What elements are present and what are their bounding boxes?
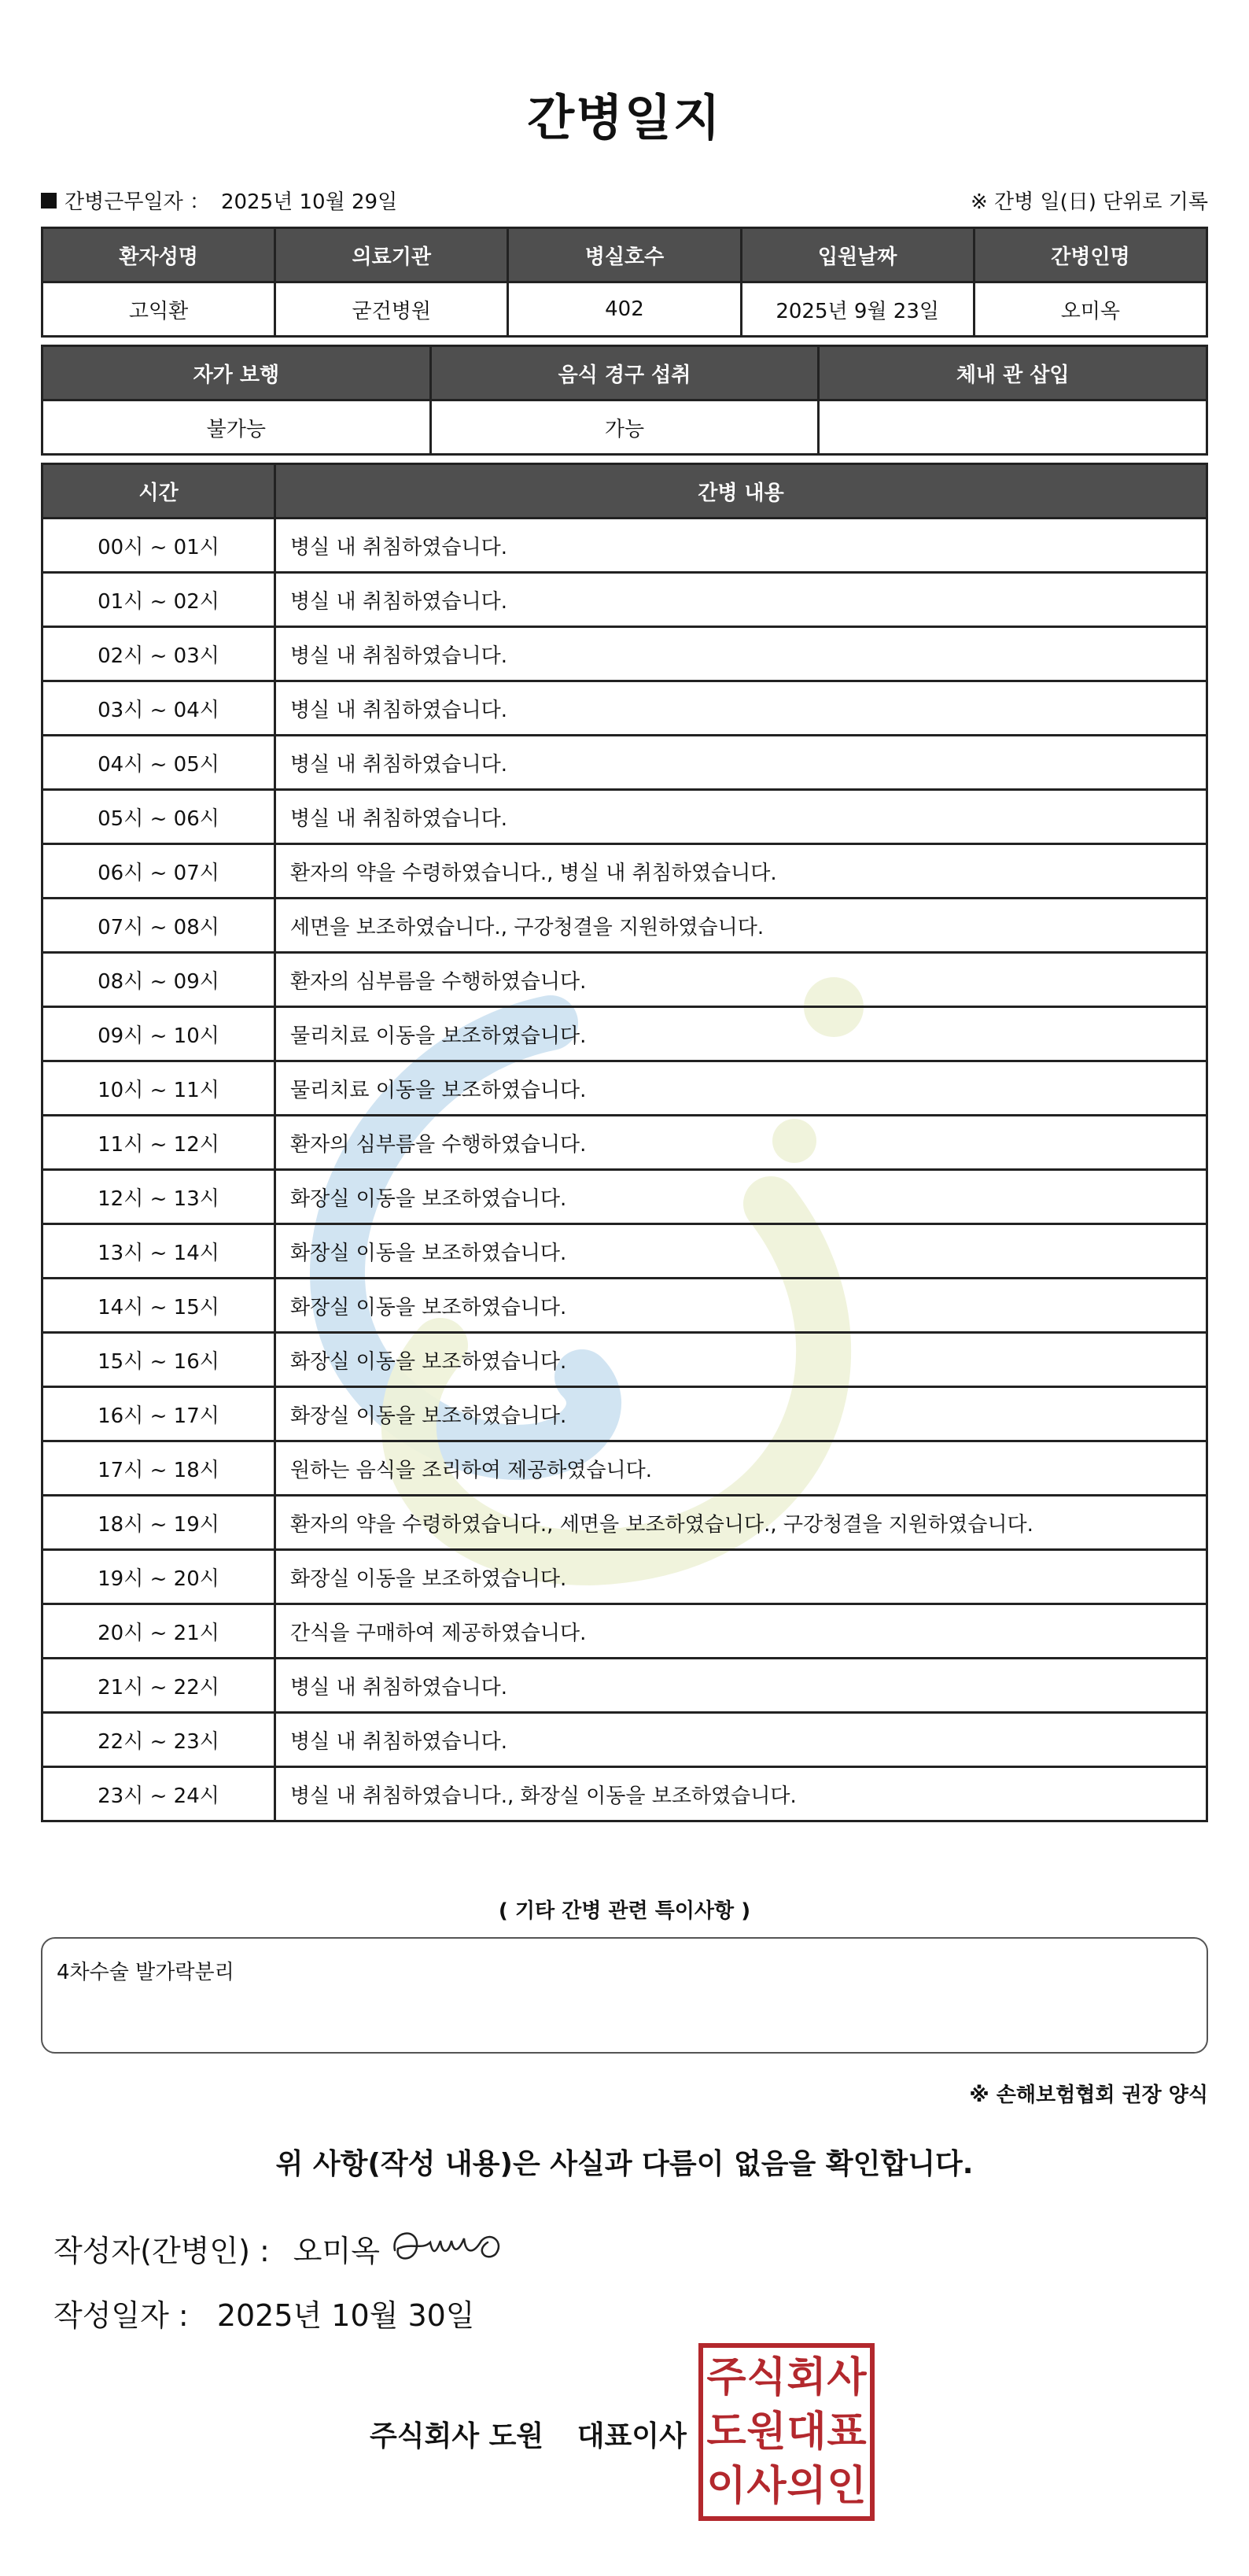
patient-status-table: [41, 345, 1208, 456]
care-row: [42, 736, 1207, 790]
care-content: 병실 내 취침하였습니다., 화장실 이동을 보조하였습니다.: [275, 1767, 1207, 1821]
seal-char: 회: [787, 2354, 827, 2402]
recommended-form-note: ※ 손해보험협회 권장 양식: [969, 2083, 1208, 2107]
care-row: [42, 1116, 1207, 1170]
care-row: [42, 1496, 1207, 1550]
care-content: 화장실 이동을 보조하였습니다.: [275, 1170, 1207, 1224]
care-content: 화장실 이동을 보조하였습니다.: [275, 1279, 1207, 1333]
care-row: [42, 1767, 1207, 1821]
header-tube-insertion: 체내 관 삽입: [819, 346, 1207, 400]
care-row: [42, 1170, 1207, 1224]
care-row: [42, 1061, 1207, 1116]
care-content: 환자의 심부름을 수행하였습니다.: [275, 953, 1207, 1007]
care-time: 09시 ~ 10시: [42, 1007, 275, 1061]
care-row: [42, 953, 1207, 1007]
work-date: [41, 186, 397, 215]
written-date-value: 2025년 10월 30일: [216, 2298, 475, 2333]
square-bullet-icon: [41, 193, 57, 209]
care-content: 화장실 이동을 보조하였습니다.: [275, 1333, 1207, 1387]
company-name: 주식회사 도원: [370, 2420, 544, 2452]
care-time: 14시 ~ 15시: [42, 1279, 275, 1333]
care-row: [42, 573, 1207, 627]
meta-row: [41, 186, 1208, 217]
care-content: 병실 내 취침하였습니다.: [275, 736, 1207, 790]
room-number: 402: [508, 282, 741, 337]
admission-date: 2025년 9월 23일: [741, 282, 974, 337]
company-role: 대표이사: [577, 2420, 687, 2452]
care-time: 02시 ~ 03시: [42, 627, 275, 681]
care-content: 화장실 이동을 보조하였습니다.: [275, 1224, 1207, 1279]
header-caregiver-name: 간병인명: [974, 228, 1207, 282]
header-care-content: 간병 내용: [275, 464, 1207, 519]
confirmation-statement: 위 사항(작성 내용)은 사실과 다름이 없음을 확인합니다.: [275, 2148, 974, 2180]
seal-char: 도: [706, 2408, 746, 2456]
care-content: 물리치료 이동을 보조하였습니다.: [275, 1061, 1207, 1116]
care-time: 23시 ~ 24시: [42, 1767, 275, 1821]
care-time: 12시 ~ 13시: [42, 1170, 275, 1224]
care-time: 10시 ~ 11시: [42, 1061, 275, 1116]
seal-char: 대: [787, 2408, 827, 2456]
care-content: 물리치료 이동을 보조하였습니다.: [275, 1007, 1207, 1061]
care-content: 환자의 약을 수령하였습니다., 세면을 보조하였습니다., 구강청결을 지원하였습니다.: [275, 1496, 1207, 1550]
care-time: 15시 ~ 16시: [42, 1333, 275, 1387]
written-date-label: 작성일자 :: [53, 2298, 189, 2333]
work-date-label: 간병근무일자 ：: [64, 190, 210, 214]
work-date-value: 2025년 10월 29일: [220, 190, 398, 214]
writer-name: 오미옥: [293, 2234, 380, 2268]
care-row: [42, 627, 1207, 681]
care-time: 13시 ~ 14시: [42, 1224, 275, 1279]
care-time: 04시 ~ 05시: [42, 736, 275, 790]
handwritten-signature: [387, 2219, 513, 2274]
care-row: [42, 1387, 1207, 1441]
oral-intake-value: 가능: [430, 400, 819, 455]
header-room: 병실호수: [508, 228, 741, 282]
care-row: [42, 681, 1207, 736]
company-seal-stamp: [698, 2343, 875, 2521]
care-time: 18시 ~ 19시: [42, 1496, 275, 1550]
seal-char: 원: [746, 2408, 787, 2456]
care-time: 05시 ~ 06시: [42, 790, 275, 844]
care-time: 06시 ~ 07시: [42, 844, 275, 899]
company-line: [370, 2414, 687, 2454]
care-row: [42, 844, 1207, 899]
caregiver-name: 오미옥: [974, 282, 1207, 337]
seal-char: 주: [706, 2354, 746, 2402]
patient-name: 고익환: [42, 282, 275, 337]
self-walking-value: 불가능: [42, 400, 431, 455]
header-admission-date: 입원날짜: [741, 228, 974, 282]
care-content: 화장실 이동을 보조하였습니다.: [275, 1387, 1207, 1441]
writer-label: 작성자(간병인) :: [53, 2234, 270, 2268]
care-content: 간식을 구매하여 제공하였습니다.: [275, 1604, 1207, 1659]
care-row: [42, 1550, 1207, 1604]
care-content: 환자의 약을 수령하였습니다., 병실 내 취침하였습니다.: [275, 844, 1207, 899]
care-time: 22시 ~ 23시: [42, 1713, 275, 1767]
header-time: 시간: [42, 464, 275, 519]
seal-char: 이: [706, 2462, 746, 2510]
notes-box: [41, 1937, 1208, 2054]
care-time: 00시 ~ 01시: [42, 519, 275, 573]
seal-char: 의: [787, 2462, 827, 2510]
seal-char: 식: [746, 2354, 787, 2402]
care-time: 07시 ~ 08시: [42, 899, 275, 953]
care-time: 11시 ~ 12시: [42, 1116, 275, 1170]
care-content: 병실 내 취침하였습니다.: [275, 790, 1207, 844]
tube-insertion-value: [819, 400, 1207, 455]
care-content: 병실 내 취침하였습니다.: [275, 1713, 1207, 1767]
written-date-line: [53, 2291, 475, 2334]
care-row: [42, 1224, 1207, 1279]
care-log-table: [41, 463, 1208, 1822]
notes-text: 4차수술 발가락분리: [57, 1961, 234, 1984]
care-row: [42, 1713, 1207, 1767]
care-content: 병실 내 취침하였습니다.: [275, 573, 1207, 627]
header-oral-intake: 음식 경구 섭취: [430, 346, 819, 400]
care-content: 원하는 음식을 조리하여 제공하였습니다.: [275, 1441, 1207, 1496]
care-row: [42, 1441, 1207, 1496]
seal-char: 인: [827, 2462, 867, 2510]
care-row: [42, 790, 1207, 844]
notes-title: ( 기타 간병 관련 특이사항 ): [498, 1899, 751, 1923]
page-title: 간병일지: [527, 89, 722, 146]
care-content: 화장실 이동을 보조하였습니다.: [275, 1550, 1207, 1604]
care-row: [42, 1279, 1207, 1333]
care-time: 17시 ~ 18시: [42, 1441, 275, 1496]
seal-char: 사: [827, 2354, 867, 2402]
care-row: [42, 1604, 1207, 1659]
care-content: 병실 내 취침하였습니다.: [275, 627, 1207, 681]
seal-char: 표: [827, 2408, 867, 2456]
header-hospital: 의료기관: [275, 228, 508, 282]
patient-info-table: [41, 227, 1208, 338]
care-row: [42, 1333, 1207, 1387]
header-self-walking: 자가 보행: [42, 346, 431, 400]
care-time: 16시 ~ 17시: [42, 1387, 275, 1441]
hospital: 굳건병원: [275, 282, 508, 337]
care-time: 21시 ~ 22시: [42, 1659, 275, 1713]
care-content: 병실 내 취침하였습니다.: [275, 519, 1207, 573]
care-time: 19시 ~ 20시: [42, 1550, 275, 1604]
care-row: [42, 899, 1207, 953]
care-time: 08시 ~ 09시: [42, 953, 275, 1007]
care-row: [42, 1659, 1207, 1713]
care-content: 병실 내 취침하였습니다.: [275, 1659, 1207, 1713]
care-time: 01시 ~ 02시: [42, 573, 275, 627]
care-row: [42, 1007, 1207, 1061]
care-time: 20시 ~ 21시: [42, 1604, 275, 1659]
care-content: 병실 내 취침하였습니다.: [275, 681, 1207, 736]
care-content: 환자의 심부름을 수행하였습니다.: [275, 1116, 1207, 1170]
writer-line: [53, 2227, 380, 2270]
care-row: [42, 519, 1207, 573]
header-patient-name: 환자성명: [42, 228, 275, 282]
daily-record-note: ※ 간병 일(日) 단위로 기록: [970, 190, 1208, 214]
seal-char: 사: [746, 2462, 787, 2510]
care-time: 03시 ~ 04시: [42, 681, 275, 736]
care-content: 세면을 보조하였습니다., 구강청결을 지원하였습니다.: [275, 899, 1207, 953]
